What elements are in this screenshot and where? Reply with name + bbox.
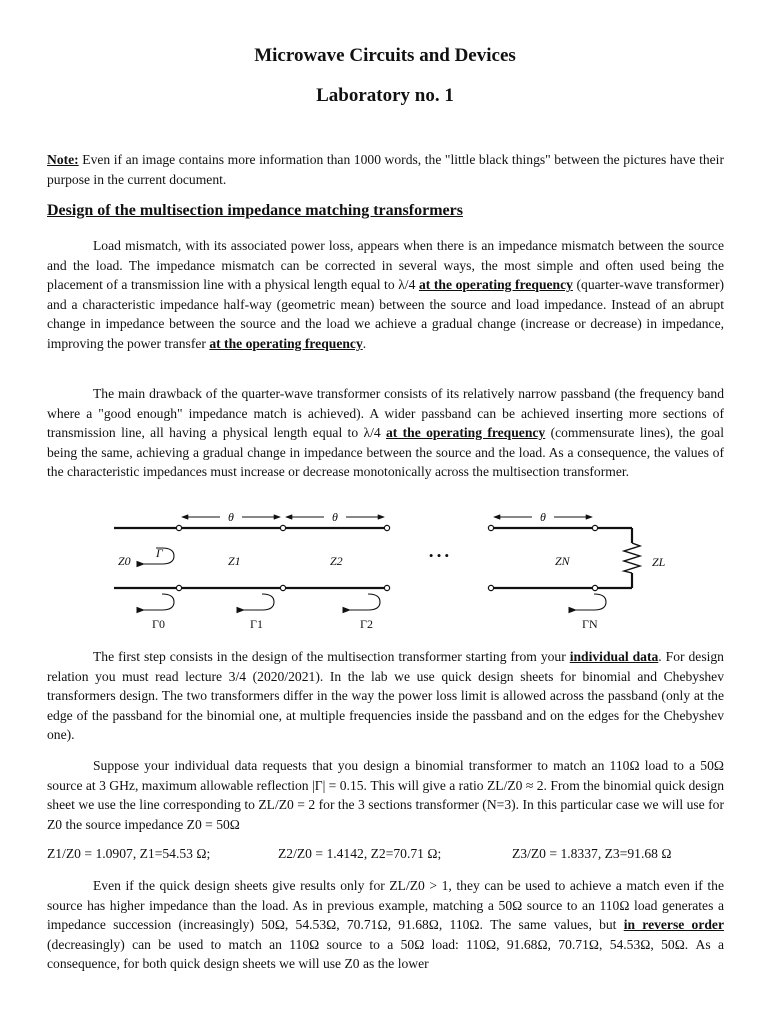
equation-z2: Z2/Z0 = 1.4142, Z2=70.71 Ω; [278,846,442,861]
theta-label-n: θ [540,510,546,524]
p1-text-2: (quarter-wave transformer) and a characteristic impedance half-way (geometric mean) between the source and load impedance. Instead of an abrupt change in impedance between the source and the load we achieve a gradual change (increase or decrease) in impedance, improving the power transfer [47,277,724,351]
theta-label-2: θ [332,510,338,524]
p1-text-3: . [362,335,367,351]
zn-label: ZN [555,554,570,568]
p1-emphasis-2: at the operating frequency [209,335,363,351]
note-paragraph [47,150,724,189]
p2-emphasis-1: at the operating frequency [385,425,546,441]
document-subtitle: Laboratory no. 1 [316,85,454,106]
equation-z3: Z3/Z0 = 1.8337, Z3=91.68 Ω [512,846,672,861]
zl-label: ZL [652,555,666,569]
gamma-label: Γ [156,546,163,560]
document-title: Microwave Circuits and Devices [254,45,516,66]
paragraph-5 [47,876,724,974]
note-text: Even if an image contains more information than 1000 words, the "little black things" between the pictures have their purpose in the current document. [47,152,724,187]
theta-label-1: θ [228,510,234,524]
p2-text-2: (commensurate lines), the goal being the same, achieving a gradual change in impedance between the source and the load. As a consequence, the values of the characteristic impedances must increase or decrease monotonically across the multisection transformer. [47,425,724,480]
p3-emphasis-1: individual data [569,649,659,664]
reflection-arrows [144,548,606,610]
p1-emphasis-1: at the operating frequency [418,277,573,293]
p2-text-1: The main drawback of the quarter-wave transformer consists of its relatively narrow passband (the frequency band where a "good enough" impedance match is achieved). A wider passband can be achieved inserting more sections of transmission line, all having a physical length equal to λ/4 [47,386,724,441]
p5-emphasis-1: in reverse order [623,917,724,933]
gamma1-label: Γ1 [250,617,263,631]
z1-label: Z1 [228,554,241,568]
ellipsis-dots: • • • [428,548,450,563]
p3-text-1: The first step consists in the design of the multisection transformer starting from your [93,649,570,664]
z2-label: Z2 [330,554,343,568]
p5-text-2: (decreasingly) can be used to match an 110Ω source to a 50Ω load: 110Ω, 91.68Ω, 70.71Ω, 54.53Ω, 50Ω. As a consequence, for both quick design sheets we will use Z0 as the lower [47,936,724,972]
p5-text-1: Even if the quick design sheets give results only for ZL/Z0 > 1, they can be used to achieve a match even if the source has higher impedance than the load. As in previous example, matching a 50Ω source to an 110Ω load generates a impedance succession (increasingly) 50Ω, 54.53Ω, 70.71Ω, 91.68Ω, 110Ω. The same values, but [47,878,724,933]
gamma2-label: Γ2 [360,617,373,631]
p3-text-2: . For design relation you must read lecture 3/4 (2020/2021). In the lab we use quick design sheets for binomial and Chebyshev transformers design. The two transformers differ in the way the power loss limit is allowed across the passband (only at the edge of the passband for the binomial one, at multiple frequencies inside the passband and on the edges for the Chebyshev one). [47,649,724,743]
paragraph-4: Suppose your individual data requests that you design a binomial transformer to match an 110Ω load to a 50Ω source at 3 GHz, maximum allowable reflection |Γ| = 0.15. This will give a ratio ZL/Z0 ≈ 2. From the binomial quick design sheet we use the line corresponding to ZL/Z0 = 2 for the 3 sections transformer (N=3). In this particular case we will use for Z0 the source impedance Z0 = 50Ω [47,758,725,832]
equation-z1: Z1/Z0 = 1.0907, Z1=54.53 Ω; [47,846,211,861]
paragraph-3 [47,647,724,745]
paragraph-1 [47,236,724,354]
gamma0-label: Γ0 [152,617,165,631]
load-resistor-icon [624,543,640,573]
z0-label: Z0 [118,554,131,568]
gammaN-label: ΓN [582,617,598,631]
p1-text-1: Load mismatch, with its associated power loss, appears when there is an impedance mismatch between the source and the load. The impedance mismatch can be corrected in several ways, the most simple and often used being the placement of a transmission line with a physical length equal to λ/4 [47,238,724,293]
note-label: Note: [47,152,79,167]
paragraph-2 [47,384,724,482]
section-heading: Design of the multisection impedance matching transformers [47,202,463,219]
multisection-transformer-diagram [100,505,680,635]
